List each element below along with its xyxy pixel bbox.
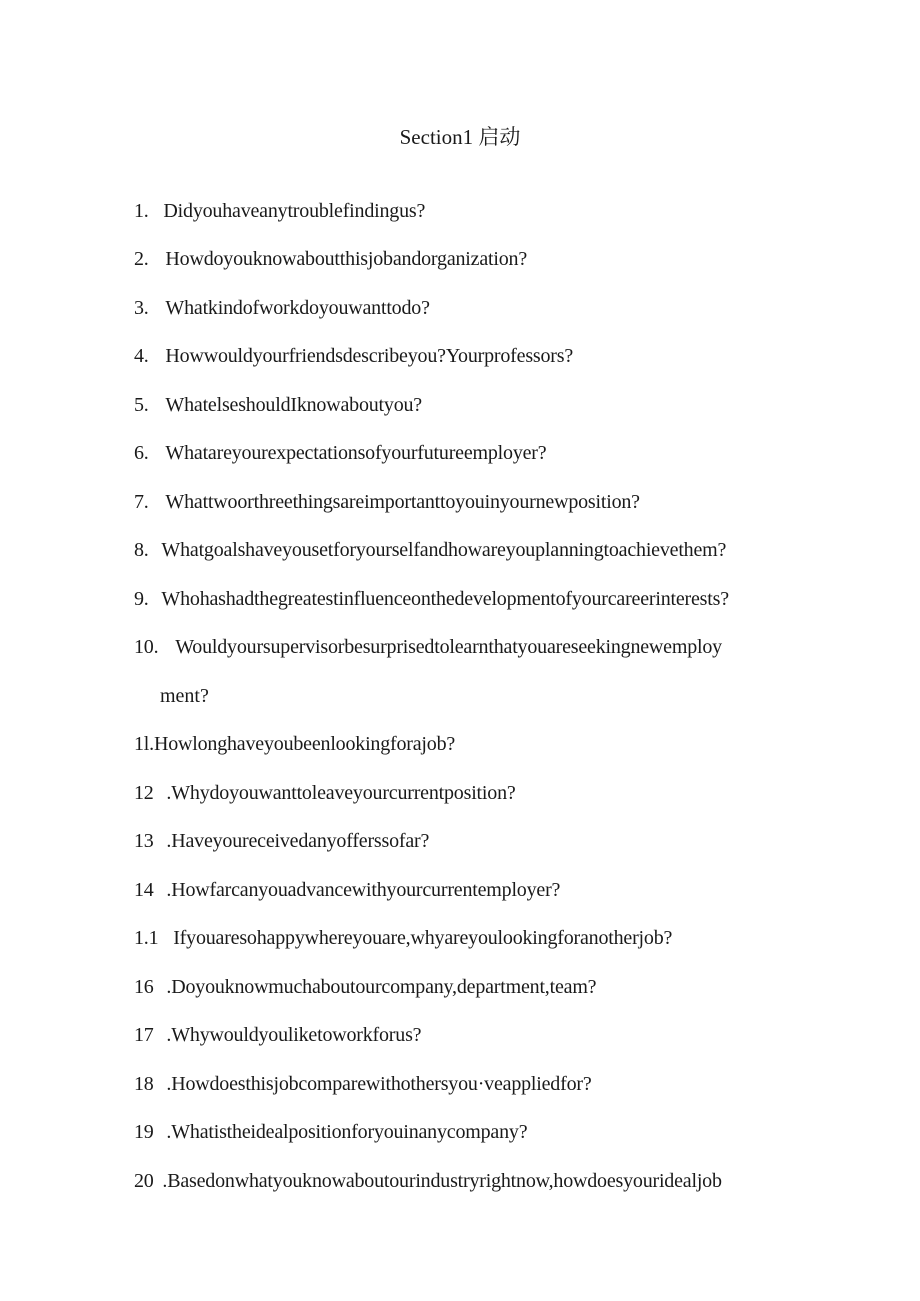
question-text: Ifyouaresohappywhereyouare,whyareyoulookingforanotherjob? [173,927,673,949]
question-item [134,246,527,272]
question-item [134,925,672,951]
question-text: Wouldyoursupervisorbesurprisedtolearnthatyouareseekingnewemploy [175,636,722,658]
question-text: .Howfarcanyouadvancewithyourcurrentemployer? [166,879,561,901]
question-number: 12 [134,782,154,804]
question-number: 4. [134,345,149,367]
question-text: .Doyouknowmuchaboutourcompany,department,team? [166,976,597,998]
question-number: 10. [134,636,159,658]
question-number: 17 [134,1024,154,1046]
question-text: Whattwoorthreethingsareimportanttoyouinyournewposition? [165,491,640,513]
question-number: 1l. [134,733,154,755]
question-item [134,974,596,1000]
question-number: 19 [134,1121,154,1143]
question-item [134,828,429,854]
question-item [134,1168,722,1194]
question-number: 7. [134,491,149,513]
question-number: 16 [134,976,154,998]
question-item [134,392,422,418]
question-text: .Howdoesthisjobcomparewithothersyou·veappliedfor? [166,1073,592,1095]
question-item [134,877,560,903]
question-number: 13 [134,830,154,852]
question-text: Whatareyourexpectationsofyourfutureemployer? [165,442,547,464]
question-text: .Whydoyouwanttoleaveyourcurrentposition? [166,782,516,804]
question-continuation: ment? [160,685,209,707]
question-text: Whatgoalshaveyousetforyourselfandhowareyouplanningtoachievethem? [161,539,727,561]
question-number: 1. [134,200,149,222]
question-item [134,295,430,321]
question-text: Howwouldyourfriendsdescribeyou?Yourprofessors? [165,345,573,367]
question-text: WhatelseshouldIknowaboutyou? [165,394,422,416]
question-item [134,780,516,806]
question-item [134,1022,421,1048]
question-item [134,634,722,660]
question-text: Whohashadthegreatestinfluenceonthedevelopmentofyourcareerinterests? [161,588,729,610]
question-text: Howdoyouknowaboutthisjobandorganization? [165,248,527,270]
question-item [134,198,425,224]
question-item [134,489,640,515]
question-text: .Basedonwhatyouknowaboutourindustryrightnow,howdoesyouridealjob [162,1170,722,1192]
question-number: 6. [134,442,149,464]
question-text: .Haveyoureceivedanyofferssofar? [166,830,430,852]
question-text: .Whatistheidealpositionforyouinanycompany? [166,1121,528,1143]
question-item [134,537,726,563]
question-number: 20 [134,1170,154,1192]
question-number: 18 [134,1073,154,1095]
question-number: 2. [134,248,149,270]
question-item [134,731,455,757]
question-text: .Whywouldyouliketoworkforus? [166,1024,422,1046]
question-item [134,343,573,369]
question-number: 3. [134,297,149,319]
question-text: Howlonghaveyoubeenlookingforajob? [153,733,456,755]
question-item [134,1119,527,1145]
question-number: 14 [134,879,154,901]
question-item [134,586,729,612]
question-number: 8. [134,539,149,561]
question-number: 9. [134,588,149,610]
question-text: Didyouhaveanytroublefindingus? [163,200,426,222]
question-item [134,1071,592,1097]
question-number: 5. [134,394,149,416]
page-title: Section1 启动 [399,125,521,149]
question-item [134,440,546,466]
question-number: 1.1 [134,927,159,949]
question-text: Whatkindofworkdoyouwanttodo? [165,297,430,319]
